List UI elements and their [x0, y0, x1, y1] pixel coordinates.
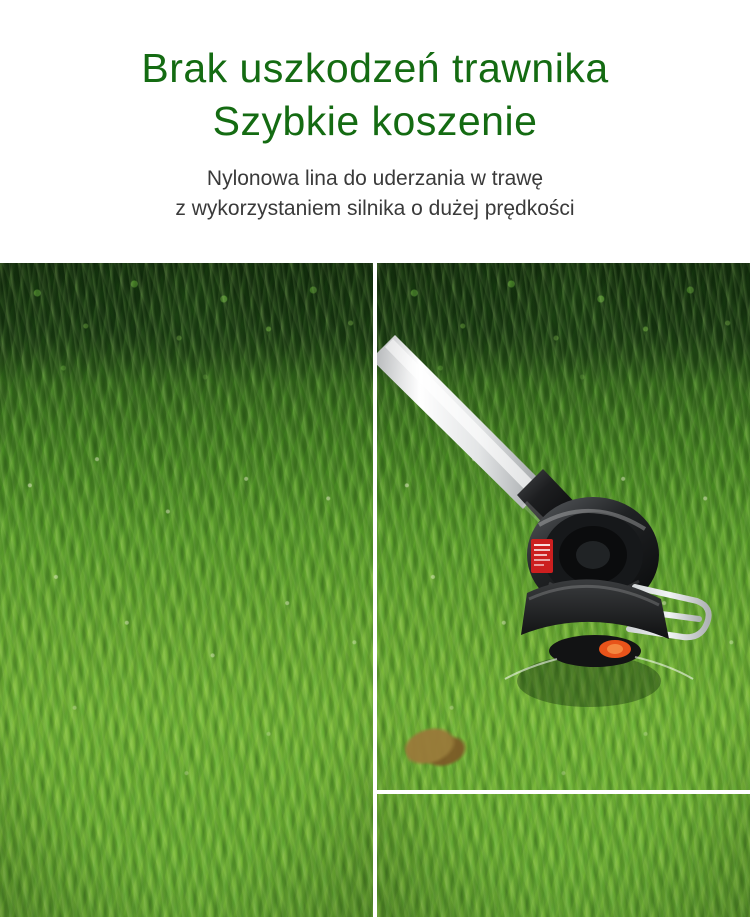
photo-seam-divider	[377, 790, 750, 794]
page-subtitle-line-1: Nylonowa lina do uderzania w trawę	[206, 167, 544, 190]
trimmer-cutting-grass-photo	[377, 263, 750, 917]
photo-vignette	[0, 263, 373, 917]
page-title-line-2: Szybkie koszenie	[212, 98, 538, 144]
tall-uncut-grass-photo	[0, 263, 373, 917]
page-subtitle	[0, 164, 750, 224]
photo-gallery	[0, 263, 750, 917]
photo-vignette	[377, 263, 750, 917]
page-title-line-1: Brak uszkodzeń trawnika	[141, 45, 609, 91]
page-subtitle-line-2: z wykorzystaniem silnika o dużej prędkości	[175, 197, 575, 220]
header-text-block	[0, 0, 750, 224]
